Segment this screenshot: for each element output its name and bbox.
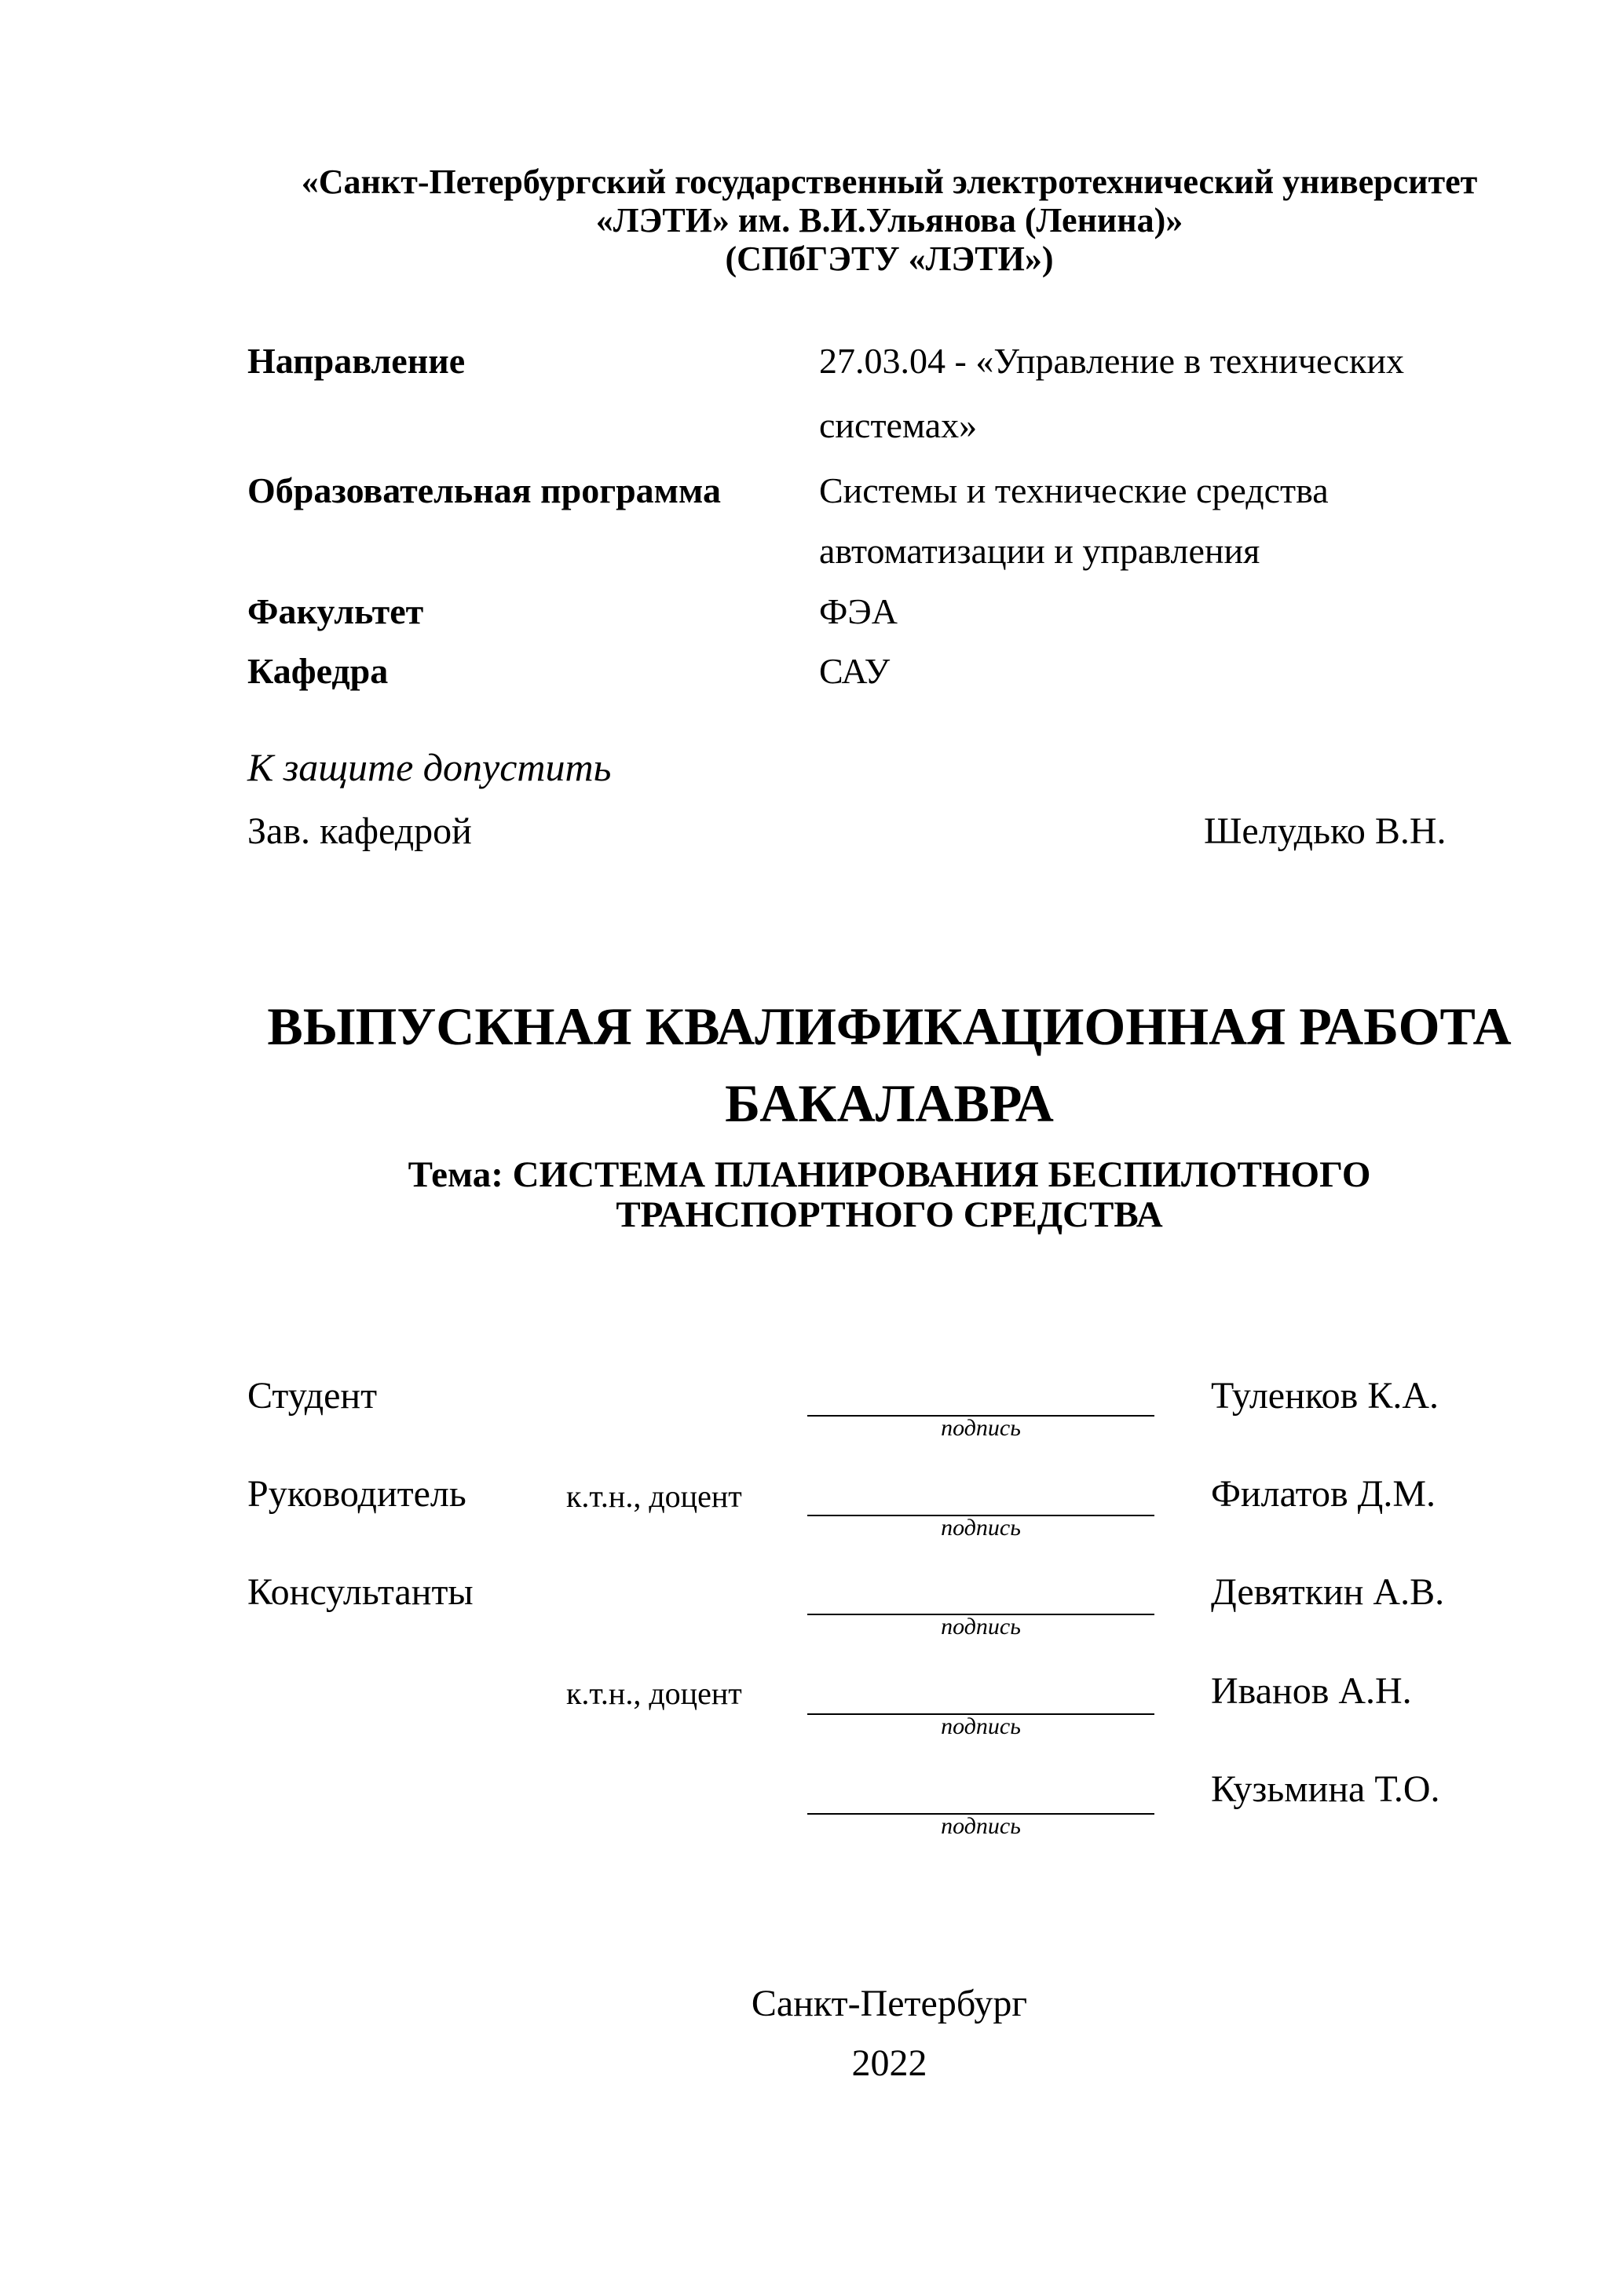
theme-line-1: Тема: СИСТЕМА ПЛАНИРОВАНИЯ БЕСПИЛОТНОГО — [408, 1154, 1371, 1195]
student-label: Студент — [247, 1375, 378, 1417]
supervisor-name: Филатов Д.М. — [1211, 1473, 1436, 1515]
department-head-label: Зав. кафедрой — [247, 810, 472, 852]
main-title-line-2: БАКАЛАВРА — [725, 1073, 1054, 1133]
faculty-value: ФЭА — [819, 591, 898, 631]
direction-label: Направление — [247, 341, 466, 381]
footer-city: Санкт-Петербург — [751, 1983, 1028, 2024]
student-name: Туленков К.А. — [1211, 1375, 1439, 1417]
department-head-name: Шелудько В.Н. — [1204, 810, 1447, 852]
direction-value-line-1: 27.03.04 - «Управление в технических — [819, 341, 1404, 381]
signature-caption: подпись — [941, 1415, 1021, 1441]
consultants-label: Консультанты — [247, 1571, 474, 1613]
department-label: Кафедра — [247, 651, 389, 691]
footer-year: 2022 — [851, 2042, 927, 2084]
supervisor-degree: к.т.н., доцент — [566, 1479, 742, 1514]
signature-caption: подпись — [941, 1813, 1021, 1839]
program-value-line-1: Системы и технические средства — [819, 470, 1329, 510]
direction-value-line-2: системах» — [819, 405, 978, 445]
theme-line-2: ТРАНСПОРТНОГО СРЕДСТВА — [616, 1194, 1163, 1235]
university-header — [247, 163, 1531, 278]
consultant-degree: к.т.н., доцент — [566, 1676, 742, 1711]
faculty-label: Факультет — [247, 591, 424, 631]
consultant-name-3: Кузьмина Т.О. — [1211, 1768, 1440, 1810]
university-abbreviation: (СПбГЭТУ «ЛЭТИ») — [725, 239, 1054, 278]
main-title-line-1: ВЫПУСКНАЯ КВАЛИФИКАЦИОННАЯ РАБОТА — [267, 996, 1512, 1056]
admission-note: К защите допустить — [247, 745, 612, 789]
main-title — [247, 988, 1531, 1142]
signature-caption: подпись — [941, 1713, 1021, 1739]
department-value: САУ — [819, 651, 891, 691]
program-label: Образовательная программа — [247, 470, 722, 510]
signature-caption: подпись — [941, 1614, 1021, 1640]
university-name-line-1: «Санкт-Петербургский государственный электротехнический университет — [301, 163, 1478, 201]
signature-caption: подпись — [941, 1515, 1021, 1541]
university-name-line-2: «ЛЭТИ» им. В.И.Ульянова (Ленина)» — [595, 201, 1183, 239]
supervisor-label: Руководитель — [247, 1473, 466, 1515]
consultant-name-1: Девяткин А.В. — [1211, 1571, 1445, 1613]
program-value-line-2: автоматизации и управления — [819, 531, 1260, 571]
theme-title — [247, 1155, 1531, 1235]
consultant-name-2: Иванов А.Н. — [1211, 1670, 1412, 1712]
